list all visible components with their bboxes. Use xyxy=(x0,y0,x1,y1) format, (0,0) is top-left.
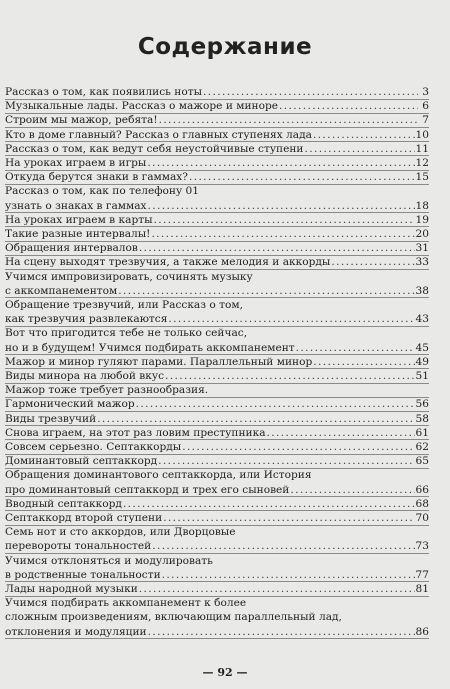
toc-entry-page: 66 xyxy=(415,483,429,496)
toc-line xyxy=(5,256,429,268)
toc-line xyxy=(5,398,429,410)
toc-entry-title: Вводный септаккорд xyxy=(5,497,122,510)
dot-leader xyxy=(313,129,415,141)
dot-leader xyxy=(162,569,415,581)
toc-line xyxy=(5,597,429,609)
toc-entry-title: Обращения доминантового септаккорда, или История xyxy=(5,469,312,482)
dot-leader xyxy=(279,100,418,112)
toc-entry-title: отклонения и модуляции xyxy=(5,625,147,638)
toc-line xyxy=(5,370,429,382)
dot-leader xyxy=(182,441,414,453)
toc-line xyxy=(5,313,429,325)
toc-entry-page: 81 xyxy=(415,583,429,595)
dot-leader xyxy=(158,455,414,467)
toc-entry-page: 19 xyxy=(415,213,429,226)
toc-entry-page: 58 xyxy=(415,412,429,425)
toc-entry-title: Вот что пригодится тебе не только сейчас, xyxy=(5,327,248,340)
dot-leader xyxy=(168,313,414,325)
page-title: Содержание xyxy=(137,34,313,60)
dot-leader xyxy=(151,228,414,240)
toc-line xyxy=(5,228,429,240)
toc-line xyxy=(5,555,429,567)
toc-entry-title: На уроках играем в игры xyxy=(5,157,147,169)
dot-leader xyxy=(331,256,414,268)
dot-leader xyxy=(290,484,414,496)
dot-leader xyxy=(159,114,418,126)
toc-entry-page: 73 xyxy=(415,540,429,553)
toc-line xyxy=(5,327,429,339)
toc-entry-page: 7 xyxy=(422,114,429,127)
toc-entry-title: Доминантовый септаккорд xyxy=(5,455,158,468)
toc-entry-title: Совсем серьезно. Септаккорды xyxy=(5,441,182,453)
toc-line xyxy=(5,611,429,623)
toc-line xyxy=(5,285,429,297)
dot-leader xyxy=(139,242,415,254)
toc-entry-page: 3 xyxy=(422,86,429,98)
toc-entry-title: с аккомпанементом xyxy=(5,284,118,297)
dot-leader xyxy=(97,413,414,425)
toc-entry-page: 43 xyxy=(415,313,429,326)
toc-entry-title: узнать о знаках в гаммах xyxy=(5,199,147,212)
toc-entry-title: Рассказ о том, как ведут себя неустойчивые ступени xyxy=(5,142,304,155)
toc-entry-title: Мажор тоже требует разнообразия. xyxy=(5,384,209,397)
toc-line xyxy=(5,299,429,311)
toc-entry-title: Строим мы мажор, ребята! xyxy=(5,114,158,127)
toc-entry-title: Виды трезвучий xyxy=(5,412,97,425)
toc-entry-title: Учимся импровизировать, сочинять музыку xyxy=(5,270,253,283)
toc-entry-title: Мажор и минор гуляют парами. Параллельный минор xyxy=(5,355,313,368)
toc-entry-page: 49 xyxy=(415,355,429,368)
toc-line xyxy=(5,171,429,183)
toc-line xyxy=(5,526,429,538)
toc-entry-page: 11 xyxy=(415,142,429,155)
toc-entry-title: Снова играем, на этот раз ловим преступника xyxy=(5,426,266,439)
toc-entry-page: 10 xyxy=(415,128,429,141)
toc-line xyxy=(5,200,429,212)
toc-line xyxy=(5,242,429,254)
toc-entry-page: 51 xyxy=(415,370,429,382)
toc-line xyxy=(5,214,429,226)
toc-entry-title: Рассказ о том, как по телефону 01 xyxy=(5,185,200,198)
dot-leader xyxy=(296,342,415,354)
toc-line xyxy=(5,342,429,354)
dot-leader xyxy=(152,540,414,552)
toc-entry-title: про доминантовый септаккорд и трех его сыновей xyxy=(5,483,290,496)
toc-line xyxy=(5,441,429,453)
toc-entry-title: Откуда берутся знаки в гаммах? xyxy=(5,171,188,184)
dot-leader xyxy=(136,398,415,410)
toc-entry-title: как трезвучия развлекаются xyxy=(5,313,168,326)
toc-entry-title: На уроках играем в карты xyxy=(5,213,153,226)
toc-entry-title: сложным произведениям, включающим параллельный лад, xyxy=(5,611,342,624)
toc-entry-page: 38 xyxy=(415,284,429,297)
toc-line xyxy=(5,569,429,581)
toc-entry-title: в родственные тональности xyxy=(5,568,161,581)
toc-entry-page: 18 xyxy=(415,199,429,212)
toc-entry-page: 31 xyxy=(415,242,429,255)
toc-entry-title: Учимся отклоняться и модулировать xyxy=(5,554,213,567)
entry-divider xyxy=(5,638,429,639)
toc-entry-page: 56 xyxy=(415,398,429,411)
toc-entry-page: 68 xyxy=(415,497,429,510)
toc-line xyxy=(5,498,429,510)
toc-entry-page: 15 xyxy=(415,171,429,184)
toc-line xyxy=(5,143,429,155)
toc-line xyxy=(5,484,429,496)
dot-leader xyxy=(123,498,415,510)
toc-entry-title: Рассказ о том, как появились ноты xyxy=(5,86,203,98)
toc-entry-title: Кто в доме главный? Рассказ о главных ступенях лада xyxy=(5,128,312,141)
toc-line xyxy=(5,356,429,368)
toc-entry-title: Такие разные интервалы! xyxy=(5,228,151,240)
dot-leader xyxy=(139,583,415,595)
toc-line xyxy=(5,384,429,396)
page-number: — 92 — xyxy=(202,666,248,679)
toc-line xyxy=(5,86,429,98)
dot-leader xyxy=(163,512,414,524)
toc-entry-title: Музыкальные лады. Рассказ о мажоре и миноре xyxy=(5,100,279,113)
table-of-contents xyxy=(0,86,450,646)
toc-entry-page: 12 xyxy=(415,157,429,169)
toc-entry-page: 70 xyxy=(415,512,429,524)
toc-line xyxy=(5,114,429,126)
toc-entry-page: 45 xyxy=(415,341,429,354)
toc-entry-title: Учимся подбирать аккомпанемент к более xyxy=(5,597,247,610)
toc-line xyxy=(5,469,429,481)
toc-entry-page: 62 xyxy=(415,441,429,453)
toc-entry-title: На сцену выходят трезвучия, а также мелодия и аккорды xyxy=(5,256,331,269)
toc-line xyxy=(5,455,429,467)
toc-line xyxy=(5,583,429,595)
toc-line xyxy=(5,512,429,524)
dot-leader xyxy=(203,86,418,98)
toc-line xyxy=(5,185,429,197)
dot-leader xyxy=(148,626,415,638)
dot-leader xyxy=(267,427,415,439)
toc-entry-title: Виды минора на любой вкус xyxy=(5,370,165,382)
toc-line xyxy=(5,157,429,169)
dot-leader xyxy=(148,200,415,212)
toc-entry-title: Септаккорд второй ступени xyxy=(5,512,163,524)
toc-entry-page: 77 xyxy=(415,568,429,581)
toc-line xyxy=(5,129,429,141)
toc-line xyxy=(5,540,429,552)
toc-entry-page: 6 xyxy=(422,100,429,113)
dot-leader xyxy=(305,143,415,155)
toc-line xyxy=(5,626,429,638)
toc-entry-title: Семь нот и сто аккордов, или Дворцовые xyxy=(5,526,236,539)
toc-entry-page: 61 xyxy=(415,426,429,439)
dot-leader xyxy=(189,171,415,183)
toc-entry-title: Лады народной музыки xyxy=(5,583,138,595)
dot-leader xyxy=(313,356,414,368)
toc-entry-title: Обращение трезвучий, или Рассказ о том, xyxy=(5,299,243,311)
toc-line xyxy=(5,427,429,439)
dot-leader xyxy=(154,214,415,226)
toc-entry-title: Обращения интервалов xyxy=(5,242,138,255)
toc-entry-title: но и в будущем! Учимся подбирать аккомпанемент xyxy=(5,341,295,354)
dot-leader xyxy=(118,285,414,297)
toc-entry-page: 86 xyxy=(415,625,429,638)
toc-entry-page: 20 xyxy=(415,228,429,240)
dot-leader xyxy=(165,370,415,382)
toc-entry-page: 65 xyxy=(415,455,429,468)
toc-line xyxy=(5,413,429,425)
toc-entry-title: перевороты тональностей xyxy=(5,540,152,553)
toc-entry-page: 33 xyxy=(415,256,429,269)
toc-line xyxy=(5,100,429,112)
toc-entry-title: Гармонический мажор xyxy=(5,398,135,411)
dot-leader xyxy=(147,157,414,169)
toc-line xyxy=(5,271,429,283)
